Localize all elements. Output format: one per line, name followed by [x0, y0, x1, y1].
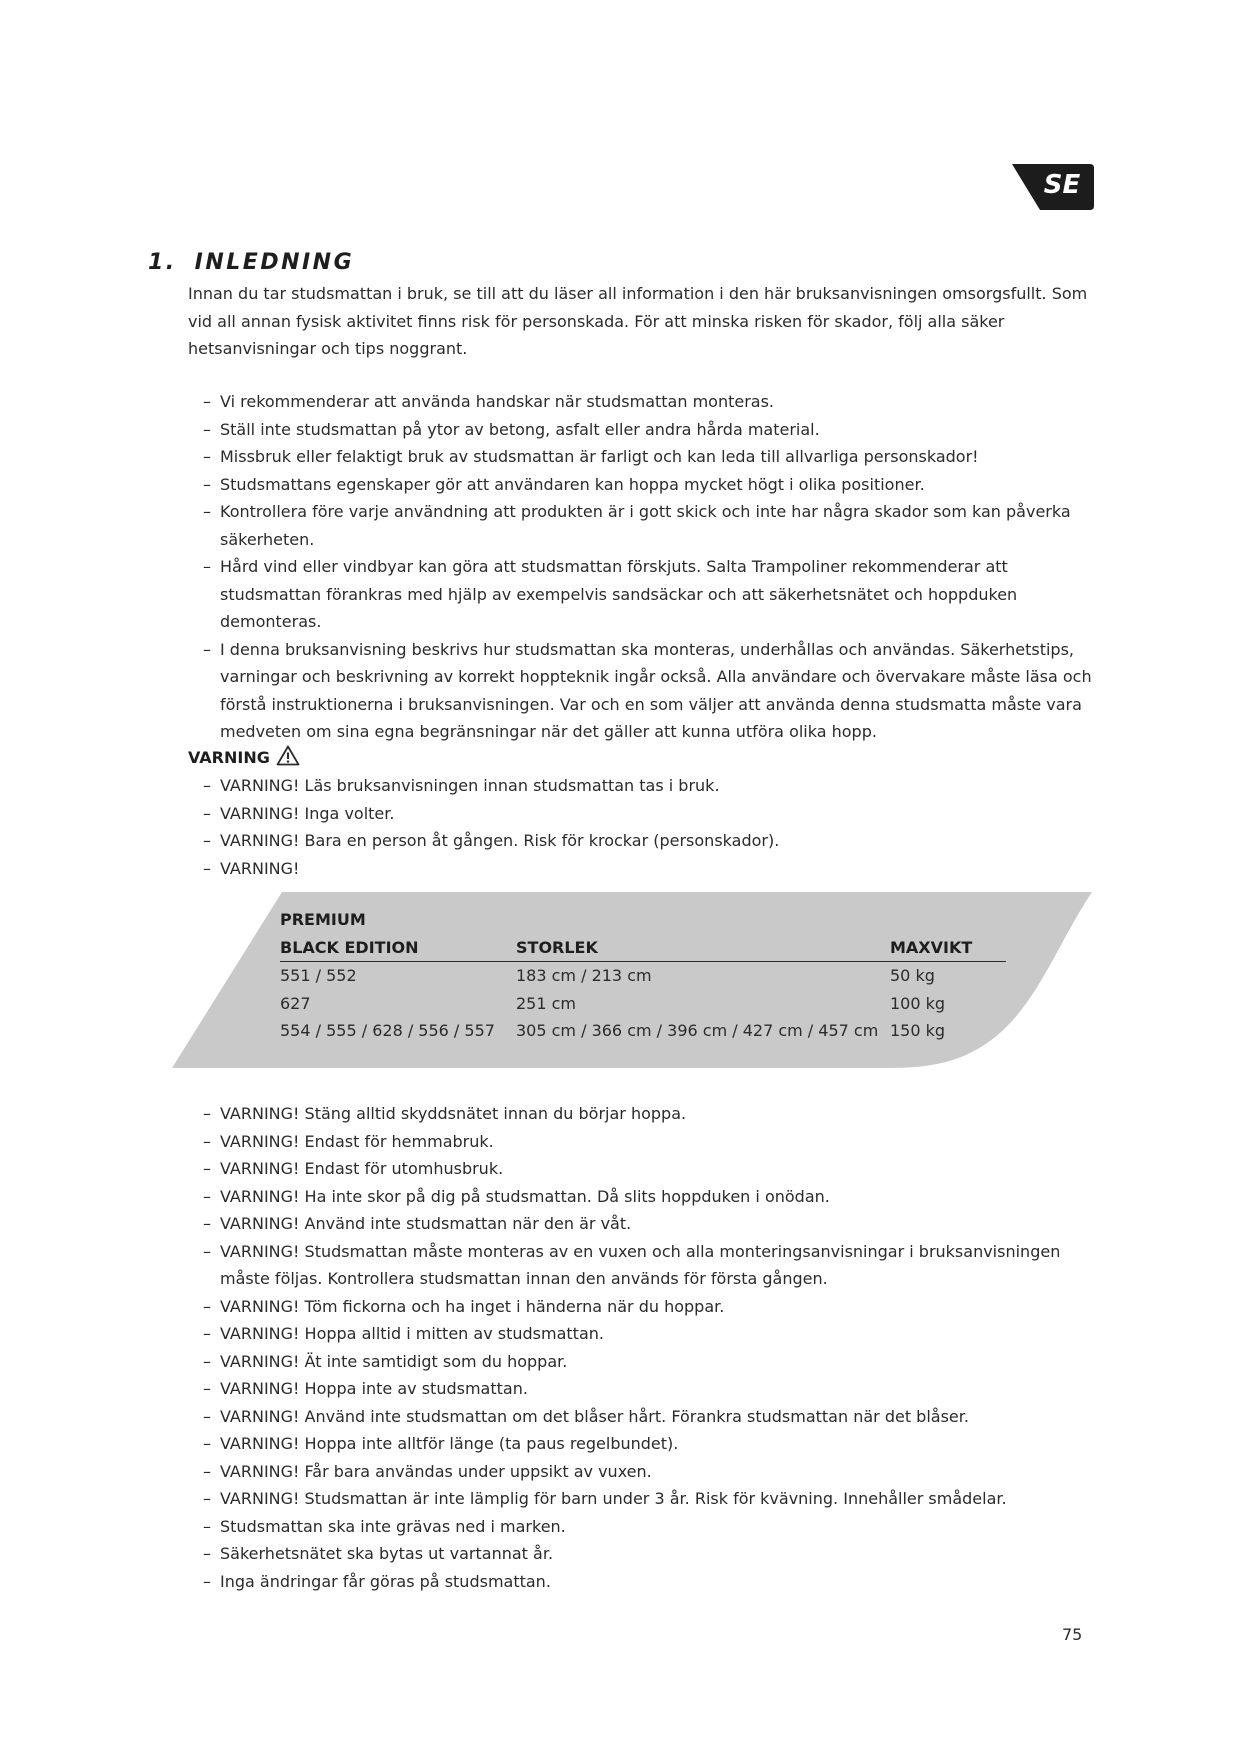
section-number: 1.	[148, 250, 177, 275]
section-title	[148, 250, 354, 275]
warning-heading-text: VARNING	[188, 748, 270, 767]
spec-table-panel	[172, 892, 1092, 1068]
section-title-text: INLEDNING	[194, 250, 355, 275]
column-header-max-weight: MAXVIKT	[890, 934, 1006, 962]
list-item: – VARNING! Får bara användas under uppsikt av vuxen.	[203, 1458, 1103, 1486]
list-item: – Studsmattans egenskaper gör att användaren kan hoppa mycket högt i olika positioner.	[203, 471, 1103, 499]
cell-max-weight: 100 kg	[890, 993, 946, 1013]
language-badge	[1012, 164, 1094, 210]
column-header-size: STORLEK	[516, 934, 890, 962]
cell-model: 554 / 555 / 628 / 556 / 557	[280, 1021, 495, 1041]
warning-list-top	[203, 772, 1103, 882]
cell-size: 305 cm / 366 cm / 396 cm / 427 cm / 457 cm	[516, 1021, 879, 1041]
list-item: – Studsmattan ska inte grävas ned i marken.	[203, 1513, 1103, 1541]
page-number: 75	[1062, 1625, 1083, 1644]
table-row	[280, 1017, 1006, 1045]
list-item: – VARNING! Läs bruksanvisningen innan studsmattan tas i bruk.	[203, 772, 1103, 800]
spec-table	[280, 906, 1006, 1045]
warning-triangle-icon	[276, 745, 300, 766]
list-item: – Kontrollera före varje användning att produkten är i gott skick och inte har några skador som kan påverka säkerheten.	[203, 498, 1103, 553]
column-header-model: BLACK EDITION	[280, 934, 516, 962]
list-item: – VARNING! Inga volter.	[203, 800, 1103, 828]
list-item: – VARNING! Studsmattan måste monteras av en vuxen och alla monteringsanvisningar i bruksanvisningen måste följas. Kontrollera studsmattan innan den används för första gången.	[203, 1238, 1103, 1293]
list-item: – Säkerhetsnätet ska bytas ut vartannat år.	[203, 1540, 1103, 1568]
warning-heading	[188, 745, 300, 769]
table-header-line1: PREMIUM	[280, 910, 366, 930]
table-row	[280, 962, 1006, 990]
list-item: – VARNING! Hoppa inte alltför länge (ta paus regelbundet).	[203, 1430, 1103, 1458]
list-item: – Ställ inte studsmattan på ytor av betong, asfalt eller andra hårda material.	[203, 416, 1103, 444]
cell-max-weight: 50 kg	[890, 966, 935, 986]
list-item: – VARNING! Använd inte studsmattan om det blåser hårt. Förankra studsmattan när det blåser.	[203, 1403, 1103, 1431]
list-item: – VARNING! Hoppa inte av studsmattan.	[203, 1375, 1103, 1403]
list-item: – VARNING! Hoppa alltid i mitten av studsmattan.	[203, 1320, 1103, 1348]
list-item: – Vi rekommenderar att använda handskar när studsmattan monteras.	[203, 388, 1103, 416]
cell-max-weight: 150 kg	[890, 1021, 946, 1041]
list-item: – VARNING! Använd inte studsmattan när den är våt.	[203, 1210, 1103, 1238]
cell-size: 183 cm / 213 cm	[516, 966, 652, 986]
list-item: – Missbruk eller felaktigt bruk av studsmattan är farligt och kan leda till allvarliga personskador!	[203, 443, 1103, 471]
list-item: – Hård vind eller vindbyar kan göra att studsmattan förskjuts. Salta Trampoliner rekommenderar att studsmattan förankras med hjälp av exempelvis sandsäckar och att säkerhetsnätet och hoppduken demonteras.	[203, 553, 1103, 636]
table-row	[280, 990, 1006, 1018]
intro-bullet-list	[203, 388, 1103, 746]
list-item: – VARNING! Studsmattan är inte lämplig för barn under 3 år. Risk för kvävning. Innehåller smådelar.	[203, 1485, 1103, 1513]
list-item: – VARNING! Ha inte skor på dig på studsmattan. Då slits hoppduken i onödan.	[203, 1183, 1103, 1211]
cell-size: 251 cm	[516, 993, 577, 1013]
list-item: – VARNING! Töm fickorna och ha inget i händerna när du hoppar.	[203, 1293, 1103, 1321]
cell-model: 551 / 552	[280, 966, 357, 986]
list-item: – VARNING!	[203, 855, 1103, 883]
intro-paragraph: Innan du tar studsmattan i bruk, se till att du läser all information i den här bruksanvisningen omsorgsfullt. Som vid all annan fysisk aktivitet finns risk för personskada. För att minska risken för skador, följ alla säker hetsanvisningar och tips noggrant.	[188, 284, 1088, 358]
list-item: – I denna bruksanvisning beskrivs hur studsmattan ska monteras, underhållas och användas. Säkerhetstips, varningar och beskrivning av korrekt hoppteknik ingår också. Alla användare och övervakare måste läsa och förstå instruktionerna i bruksanvisningen. Var och en som väljer att använda denna studsmatta måste vara medveten om sina egna begränsningar när det gäller att kunna utföra olika hopp.	[203, 636, 1103, 746]
list-item: – VARNING! Endast för utomhusbruk.	[203, 1155, 1103, 1183]
list-item: – Inga ändringar får göras på studsmattan.	[203, 1568, 1103, 1596]
cell-model: 627	[280, 993, 311, 1013]
list-item: – VARNING! Bara en person åt gången. Risk för krockar (personskador).	[203, 827, 1103, 855]
warning-list-bottom	[203, 1100, 1103, 1595]
list-item: – VARNING! Endast för hemmabruk.	[203, 1128, 1103, 1156]
list-item: – VARNING! Stäng alltid skyddsnätet innan du börjar hoppa.	[203, 1100, 1103, 1128]
list-item: – VARNING! Ät inte samtidigt som du hoppar.	[203, 1348, 1103, 1376]
language-code: SE	[1043, 170, 1081, 200]
